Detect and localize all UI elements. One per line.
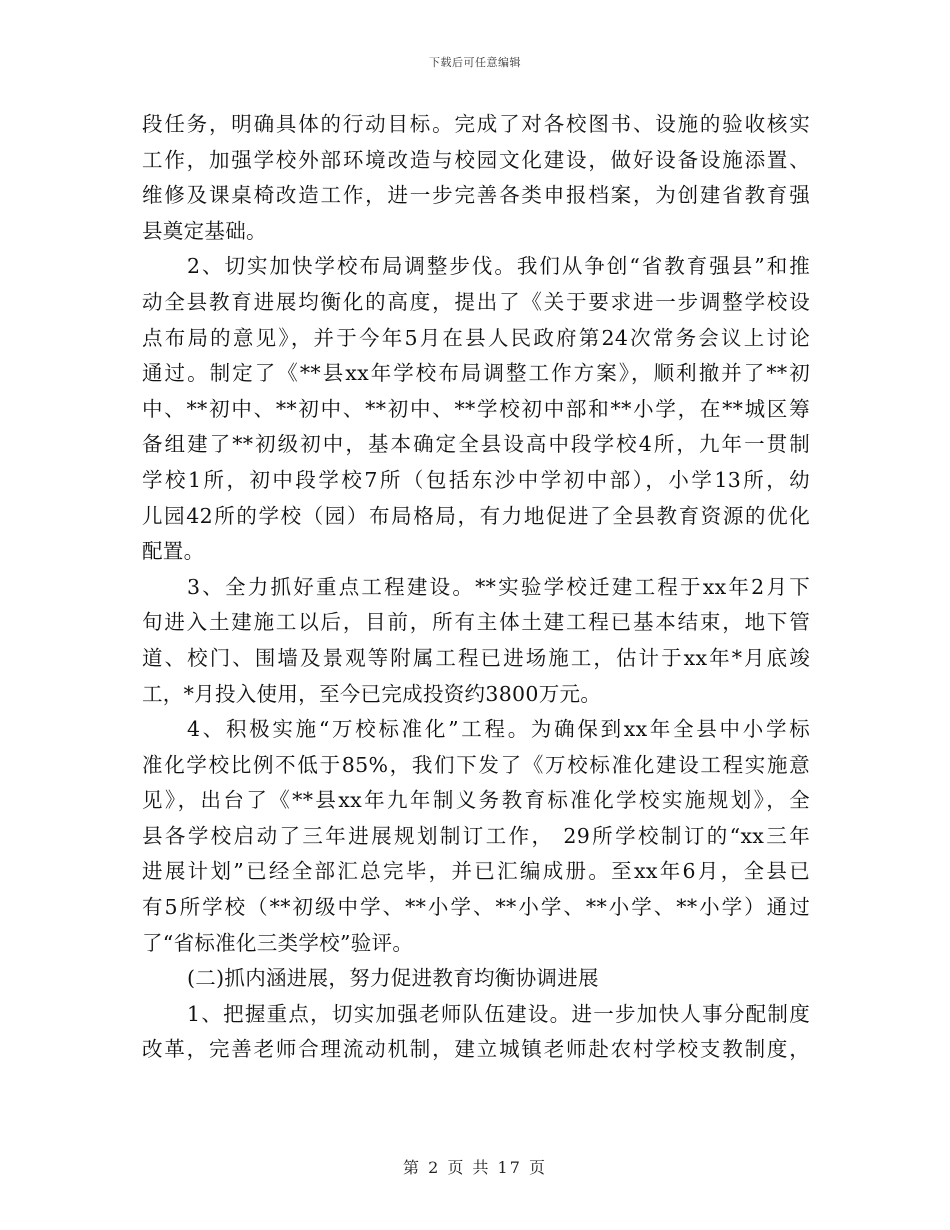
section-heading: (二)抓内涵进展，努力促进教育均衡协调进展 — [187, 966, 599, 991]
paragraph-start-line: 4、积极实施“万校标准化”工程。为确保到xx年全县中小学标 — [187, 717, 810, 742]
body-text — [142, 107, 810, 1068]
text-line: 工，*月投入使用，至今已完成投资约3800万元。 — [142, 681, 602, 706]
text-line: 进展计划”已经全部汇总完毕，并已汇编成册。至xx年6月，全县已 — [142, 859, 810, 884]
text-line: 县奠定基础。 — [142, 218, 267, 243]
text-line: 动全县教育进展均衡化的高度，提出了《关于要求进一步调整学校设 — [142, 289, 810, 314]
text-line: 道、校门、围墙及景观等附属工程已进场施工，估计于xx年*月底竣 — [142, 645, 810, 670]
text-line: 准化学校比例不低于85%，我们下发了《万校标准化建设工程实施意 — [142, 752, 810, 777]
text-line: 备组建了**初级初中，基本确定全县设高中段学校4所，九年一贯制 — [142, 432, 810, 457]
paragraph-start-line: 1、把握重点，切实加强老师队伍建设。进一步加快人事分配制度 — [187, 1001, 810, 1026]
text-line: 点布局的意见》，并于今年5月在县人民政府第24次常务会议上讨论 — [142, 325, 810, 350]
text-line: 中、**初中、**初中、**初中、**学校初中部和**小学，在**城区筹 — [142, 396, 810, 421]
text-line: 工作，加强学校外部环境改造与校园文化建设，做好设备设施添置、 — [142, 147, 810, 172]
text-line: 儿园42所的学校（园）布局格局，有力地促进了全县教育资源的优化 — [142, 503, 810, 528]
text-line: 维修及课桌椅改造工作，进一步完善各类申报档案，为创建省教育强 — [142, 183, 810, 208]
text-line: 段任务，明确具体的行动目标。完成了对各校图书、设施的验收核实 — [142, 112, 810, 136]
text-line: 配置。 — [142, 539, 205, 564]
header-note: 下载后可任意编辑 — [429, 56, 521, 69]
text-line: 县各学校启动了三年进展规划制订工作， 29所学校制订的“xx三年 — [142, 823, 810, 848]
text-line: 了“省标准化三类学校”验评。 — [142, 930, 414, 955]
paragraph-start-line: 3、全力抓好重点工程建设。**实验学校迁建工程于xx年2月下 — [187, 574, 810, 599]
paragraph-start-line: 2、切实加快学校布局调整步伐。我们从争创“省教育强县”和推 — [187, 254, 810, 279]
text-line: 见》，出台了《**县xx年九年制义务教育标准化学校实施规划》，全 — [142, 788, 810, 813]
text-line: 旬进入土建施工以后，目前，所有主体土建工程已基本结束，地下管 — [142, 610, 810, 635]
text-line: 通过。制定了《**县xx年学校布局调整工作方案》，顺利撤并了**初 — [142, 361, 810, 386]
text-line: 学校1所，初中段学校7所（包括东沙中学初中部），小学13所，幼 — [142, 467, 810, 492]
text-line: 有5所学校（**初级中学、**小学、**小学、**小学、**小学）通过 — [142, 895, 810, 920]
text-line: 改革，完善老师合理流动机制，建立城镇老师赴农村学校支教制度， — [142, 1037, 810, 1062]
page-number-footer: 第 2 页 共 17 页 — [403, 1158, 547, 1177]
